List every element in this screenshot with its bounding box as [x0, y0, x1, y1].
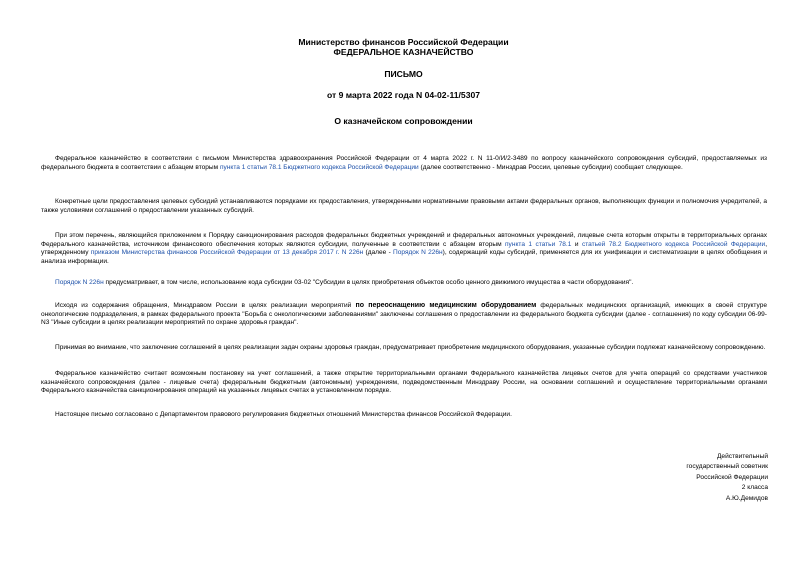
paragraph-1: [41, 155, 767, 172]
paragraph-text: и: [571, 240, 582, 248]
paragraph-text: , утвержденному: [41, 240, 768, 257]
document-subject: О казначейском сопровождении: [334, 116, 473, 126]
signature-name: А.Ю.Демидов: [725, 494, 768, 502]
signature-block: [686, 452, 768, 504]
paragraph-text: (далее соответственно - Минздрав России, целевые субсидии) сообщает следующее.: [418, 163, 683, 171]
link-article-78-1[interactable]: пункта 1 статьи 78.1: [505, 240, 572, 248]
paragraph-7: [41, 370, 767, 396]
paragraph-text: Конкретные цели предоставления целевых субсидий устанавливаются порядками их предоставления, утвержденными нормативными правовыми актами федеральных органов, выполняющих функции и полномочия учредителей, а также условиями соглашений о предоставлении указанных субсидий.: [41, 198, 767, 214]
document-type: ПИСЬМО: [384, 69, 423, 79]
link-article-78-2[interactable]: статьей 78.2 Бюджетного кодекса Российской Федерации: [581, 240, 766, 248]
link-procedure-226n-ref[interactable]: Порядок N 226н: [55, 279, 104, 286]
paragraph-4: [41, 279, 767, 288]
paragraph-text: ), содержащий коды субсидий, применяется для их унификации и систематизации в целях обобщения и анализа информации.: [41, 249, 767, 266]
signature-title-line: Российской Федерации: [696, 473, 768, 481]
paragraph-text: Настоящее письмо согласовано с Департаментом правового регулирования бюджетных отношений Министерства финансов Российской Федерации.: [55, 411, 512, 418]
paragraph-8: [41, 411, 767, 420]
ministry-name: Министерство финансов Российской Федерации: [298, 37, 509, 47]
paragraph-text: При этом перечень, являющийся приложением к Порядку санкционирования расходов федеральных бюджетных учреждений и федеральных автономных учреждений, лицевые счета которым открыты в территориальных органах Федерального казначейства, источником финансового обеспечения которых являются субсидии, полученные в соответствии с абзацем вторым: [41, 232, 767, 248]
paragraph-text: Федеральное казначейство в соответствии с письмом Министерства здравоохранения Российской Федерации от 4 марта 2022 г. N 11-0/И/2-3489 по вопросу казначейского сопровождения субсидий, предоставляемых из федерального бюджета в соответствии с абзацем вторым: [41, 155, 767, 171]
link-order-226n[interactable]: приказом Министерства финансов Российской Федерации от 13 декабря 2017 г. N 226н: [90, 249, 364, 257]
paragraph-text: федеральных медицинских организаций, имеющих в своей структуре онкологические подразделения, в рамках федерального проекта "Борьба с онкологическими заболеваниями" заключены соглашения о предоставлении из федерального бюджета субсидии (далее - соглашения) по коду субсидии 06-99-N3 "Иные субсидии в целях реализации мероприятий по охране здоровья граждан".: [41, 302, 767, 327]
paragraph-text: Принимая во внимание, что заключение соглашений в целях реализации задач охраны здоровья граждан, предусматривает приобретение медицинского оборудования, указанные субсидии подлежат казначейскому сопровождению.: [55, 344, 766, 351]
document-date-number: от 9 марта 2022 года N 04-02-11/5307: [326, 90, 481, 100]
paragraph-5: [41, 302, 767, 328]
paragraph-text: (далее -: [363, 249, 394, 257]
signature-title-line: государственный советник: [686, 463, 768, 471]
department-name: ФЕДЕРАЛЬНОЕ КАЗНАЧЕЙСТВО: [333, 47, 474, 57]
emphasis-text: по переоснащению медицинским оборудованием: [355, 302, 537, 309]
paragraph-text: Исходя из содержания обращения, Минздравом России в целях реализации мероприятий: [55, 302, 356, 309]
paragraph-3: [41, 232, 767, 267]
link-procedure-226n[interactable]: Порядок N 226н: [393, 249, 443, 257]
signature-title-line: 2 класса: [741, 484, 768, 492]
paragraph-2: [41, 198, 767, 215]
link-budget-code-78-1[interactable]: пункта 1 статьи 78.1 Бюджетного кодекса Российской Федерации: [219, 163, 419, 171]
paragraph-text: предусматривает, в том числе, использование кода субсидии 03-02 "Субсидии в целях приобретения объектов особо ценного движимого имущества в части оборудования".: [103, 279, 634, 286]
signature-title-line: Действительный: [716, 453, 768, 460]
paragraph-6: [41, 344, 767, 353]
paragraph-text: Федеральное казначейство считает возможным постановку на учет соглашений, а также открытие территориальными органами Федерального казначейства лицевых счетов для учета операций со средствами участников казначейского сопровождения (далее - лицевые счета) федеральным бюджетным (автономным) учреждениям, подведомственным Минздраву России, на основании соглашений и осуществление территориальными органами Федерального казначейства санкционирования операций на указанных лицевых счетах в установленном порядке.: [41, 370, 767, 395]
